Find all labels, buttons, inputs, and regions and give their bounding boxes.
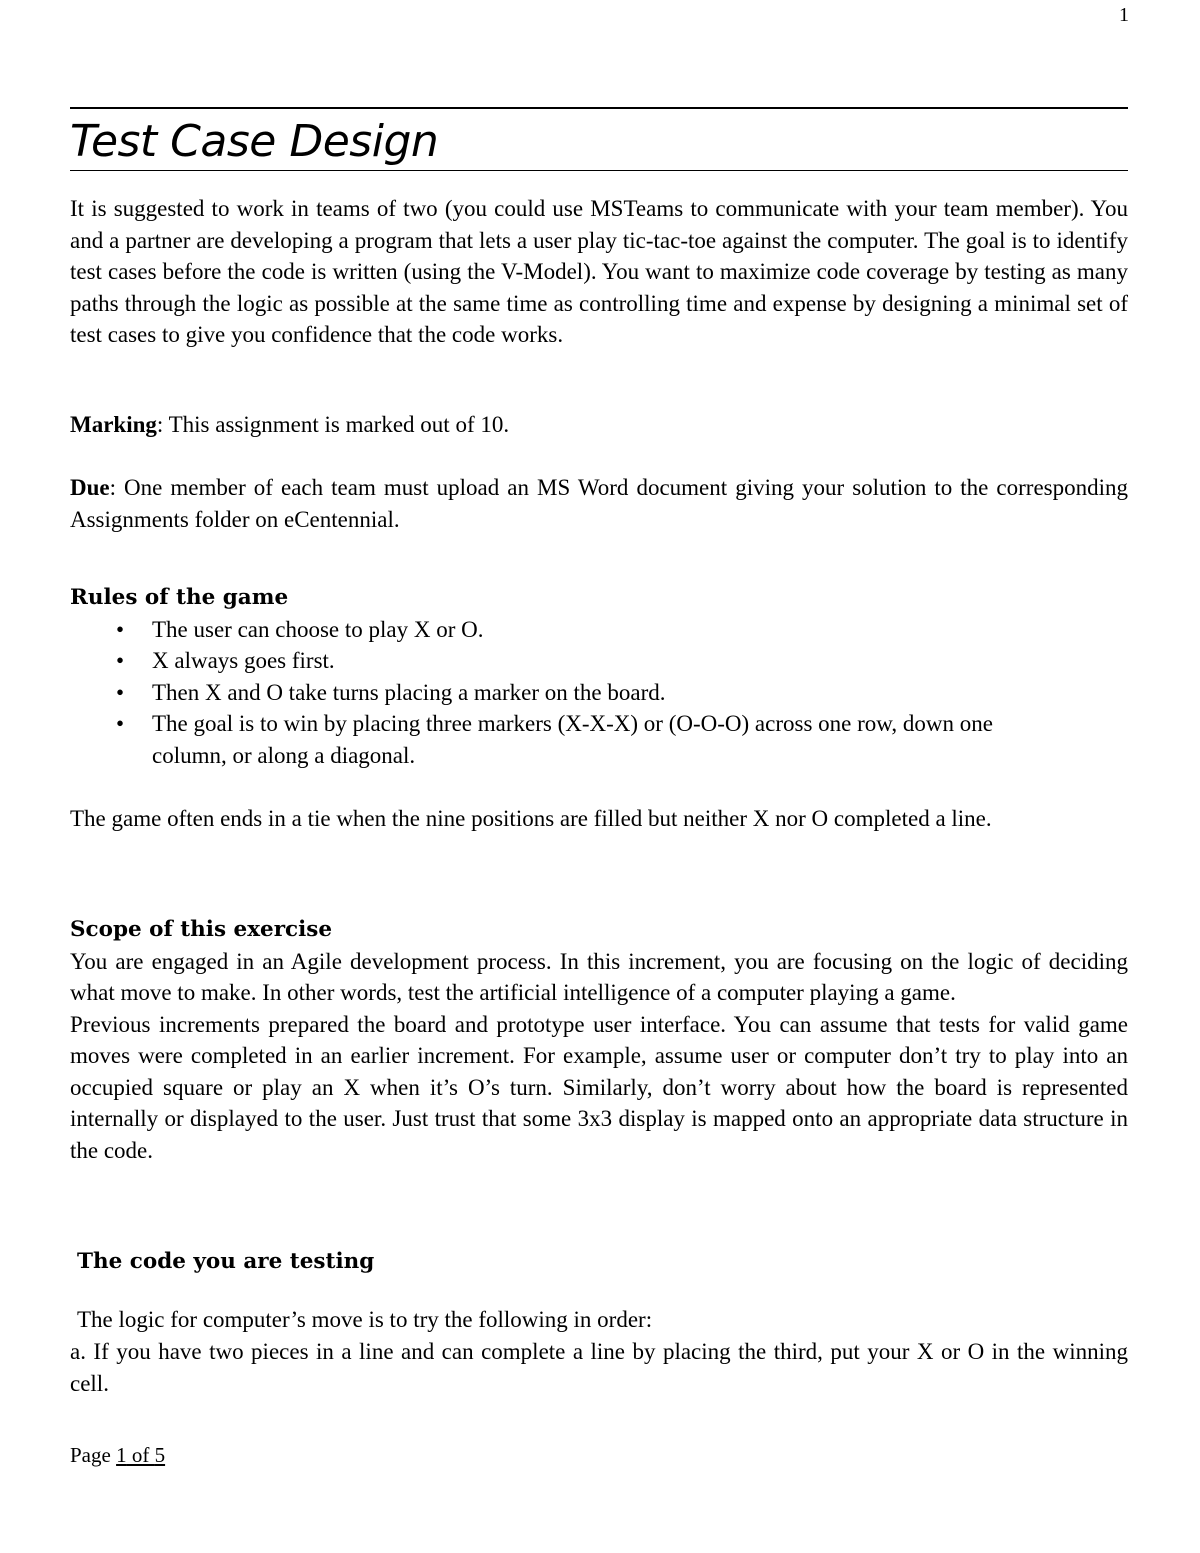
list-item: • X always goes first. — [70, 645, 1128, 677]
title-top-rule — [70, 107, 1128, 109]
page-number: 1 — [1119, 4, 1129, 26]
title-bottom-rule — [70, 170, 1128, 171]
marking-label: Marking — [70, 412, 157, 437]
list-item: • The goal is to win by placing three markers (X-X-X) or (O-O-O) across one row, down one column, or along a diagonal. — [70, 708, 1128, 771]
page-footer: Page 1 of 5 — [70, 1443, 166, 1467]
document-title: Test Case Design — [70, 116, 439, 167]
scope-paragraph-2: Previous increments prepared the board and prototype user interface. You can assume that tests for valid game moves were completed in an earlier increment. For example, assume user or computer don’t try to play into an occupied square or play an X when it’s O’s turn. Similarly, don’t worry about how the board is represented internally or displayed to the user. Just trust that some 3x3 display is mapped onto an appropriate data structure in the code. — [70, 1011, 1128, 1163]
rules-list — [70, 614, 1128, 772]
scope-section — [70, 914, 1128, 1166]
scope-paragraph-1: You are engaged in an Agile development process. In this increment, you are focusing on the logic of deciding what move to make. In other words, test the artificial intelligence of a computer playing a game. — [70, 948, 1128, 1005]
due-text: : One member of each team must upload an MS Word document giving your solution to the corresponding Assignments folder on eCentennial. — [70, 475, 1128, 532]
scope-heading: Scope of this exercise — [70, 917, 333, 942]
code-intro: The logic for computer’s move is to try the following in order: — [77, 1307, 653, 1332]
marking-paragraph — [70, 409, 1128, 441]
bullet-icon: • — [116, 711, 125, 736]
due-label: Due — [70, 475, 110, 500]
tie-paragraph: The game often ends in a tie when the nine positions are filled but neither X nor O completed a line. — [70, 806, 992, 831]
footer-current-page: 1 — [116, 1443, 127, 1467]
marking-text: : This assignment is marked out of 10. — [156, 412, 510, 437]
code-item-a: a. If you have two pieces in a line and can complete a line by placing the third, put your X or O in the winning cell. — [70, 1339, 1128, 1396]
intro-paragraph: It is suggested to work in teams of two (you could use MSTeams to communicate with your team member). You and a partner are developing a program that lets a user play tic-tac-toe against the computer. The goal is to identify test cases before the code is written (using the V-Model). You want to maximize code coverage by testing as many paths through the logic as possible at the same time as controlling time and expense by designing a minimal set of test cases to give you confidence that the code works. — [70, 196, 1128, 347]
rules-heading: Rules of the game — [70, 585, 289, 610]
footer-total-pages: 5 — [154, 1443, 166, 1467]
list-item: • The user can choose to play X or O. — [70, 614, 1128, 646]
due-paragraph — [70, 472, 1128, 535]
bullet-icon: • — [116, 648, 125, 673]
bullet-icon: • — [116, 616, 125, 642]
rules-section — [70, 582, 1128, 771]
code-heading: The code you are testing — [77, 1249, 375, 1274]
bullet-icon: • — [116, 679, 125, 705]
list-item: • Then X and O take turns placing a marker on the board. — [70, 677, 1128, 709]
